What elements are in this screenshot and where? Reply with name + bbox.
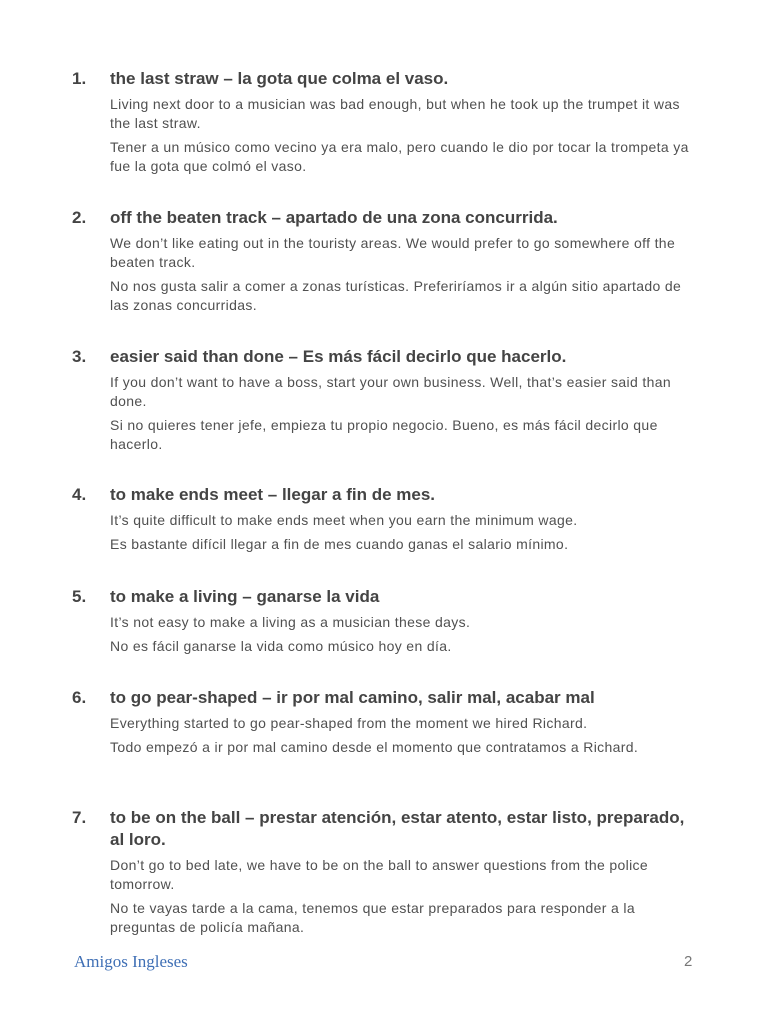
idiom-heading: off the beaten track – apartado de una zona concurrida. [110,208,558,227]
example-spanish: No es fácil ganarse la vida como músico hoy en día. [110,638,452,654]
idiom-entry-2 [72,207,702,315]
example-spanish: No nos gusta salir a comer a zonas turísticas. Preferiríamos ir a algún sitio apartado de las zonas concurridas. [110,278,682,313]
entry-number: 6. [72,688,87,707]
idiom-entry-7 [72,807,702,937]
example-english: Don’t go to bed late, we have to be on the ball to answer questions from the police tomorrow. [110,857,649,892]
example-english: It’s quite difficult to make ends meet when you earn the minimum wage. [110,512,578,528]
idiom-entry-3 [72,346,702,454]
idiom-heading: to go pear-shaped – ir por mal camino, salir mal, acabar mal [110,688,595,707]
example-english: Everything started to go pear-shaped from the moment we hired Richard. [110,715,588,731]
entry-number: 3. [72,347,87,366]
page-number: 2 [684,953,693,970]
example-spanish: Todo empezó a ir por mal camino desde el momento que contratamos a Richard. [110,739,639,755]
example-english: It’s not easy to make a living as a musician these days. [110,614,471,630]
example-spanish: Tener a un músico como vecino ya era malo, pero cuando le dio por tocar la trompeta ya fue la gota que colmó el vaso. [110,139,689,174]
idiom-heading: the last straw – la gota que colma el vaso. [110,69,449,88]
example-spanish: Si no quieres tener jefe, empieza tu propio negocio. Bueno, es más fácil decirlo que hacerlo. [110,417,658,452]
example-spanish: Es bastante difícil llegar a fin de mes cuando ganas el salario mínimo. [110,536,569,552]
entry-number: 4. [72,485,87,504]
entry-number: 5. [72,587,87,606]
example-english: Living next door to a musician was bad enough, but when he took up the trumpet it was the last straw. [110,96,680,131]
footer-brand: Amigos Ingleses [74,952,188,971]
entry-number: 7. [72,808,87,827]
idiom-heading: to make a living – ganarse la vida [110,587,380,606]
entry-number: 1. [72,69,87,88]
idiom-entry-4 [72,484,702,554]
example-english: We don’t like eating out in the touristy areas. We would prefer to go somewhere off the beaten track. [110,235,676,270]
idiom-entry-1 [72,68,702,176]
example-english: If you don’t want to have a boss, start your own business. Well, that’s easier said than done. [110,374,672,409]
entry-number: 2. [72,208,87,227]
idiom-entry-6 [72,687,702,757]
idiom-heading: easier said than done – Es más fácil decirlo que hacerlo. [110,347,567,366]
idiom-heading: to make ends meet – llegar a fin de mes. [110,485,436,504]
idiom-heading: to be on the ball – prestar atención, estar atento, estar listo, preparado, al loro. [110,808,685,849]
example-spanish: No te vayas tarde a la cama, tenemos que estar preparados para responder a la preguntas de policía mañana. [110,900,636,935]
idiom-entry-5 [72,586,702,656]
